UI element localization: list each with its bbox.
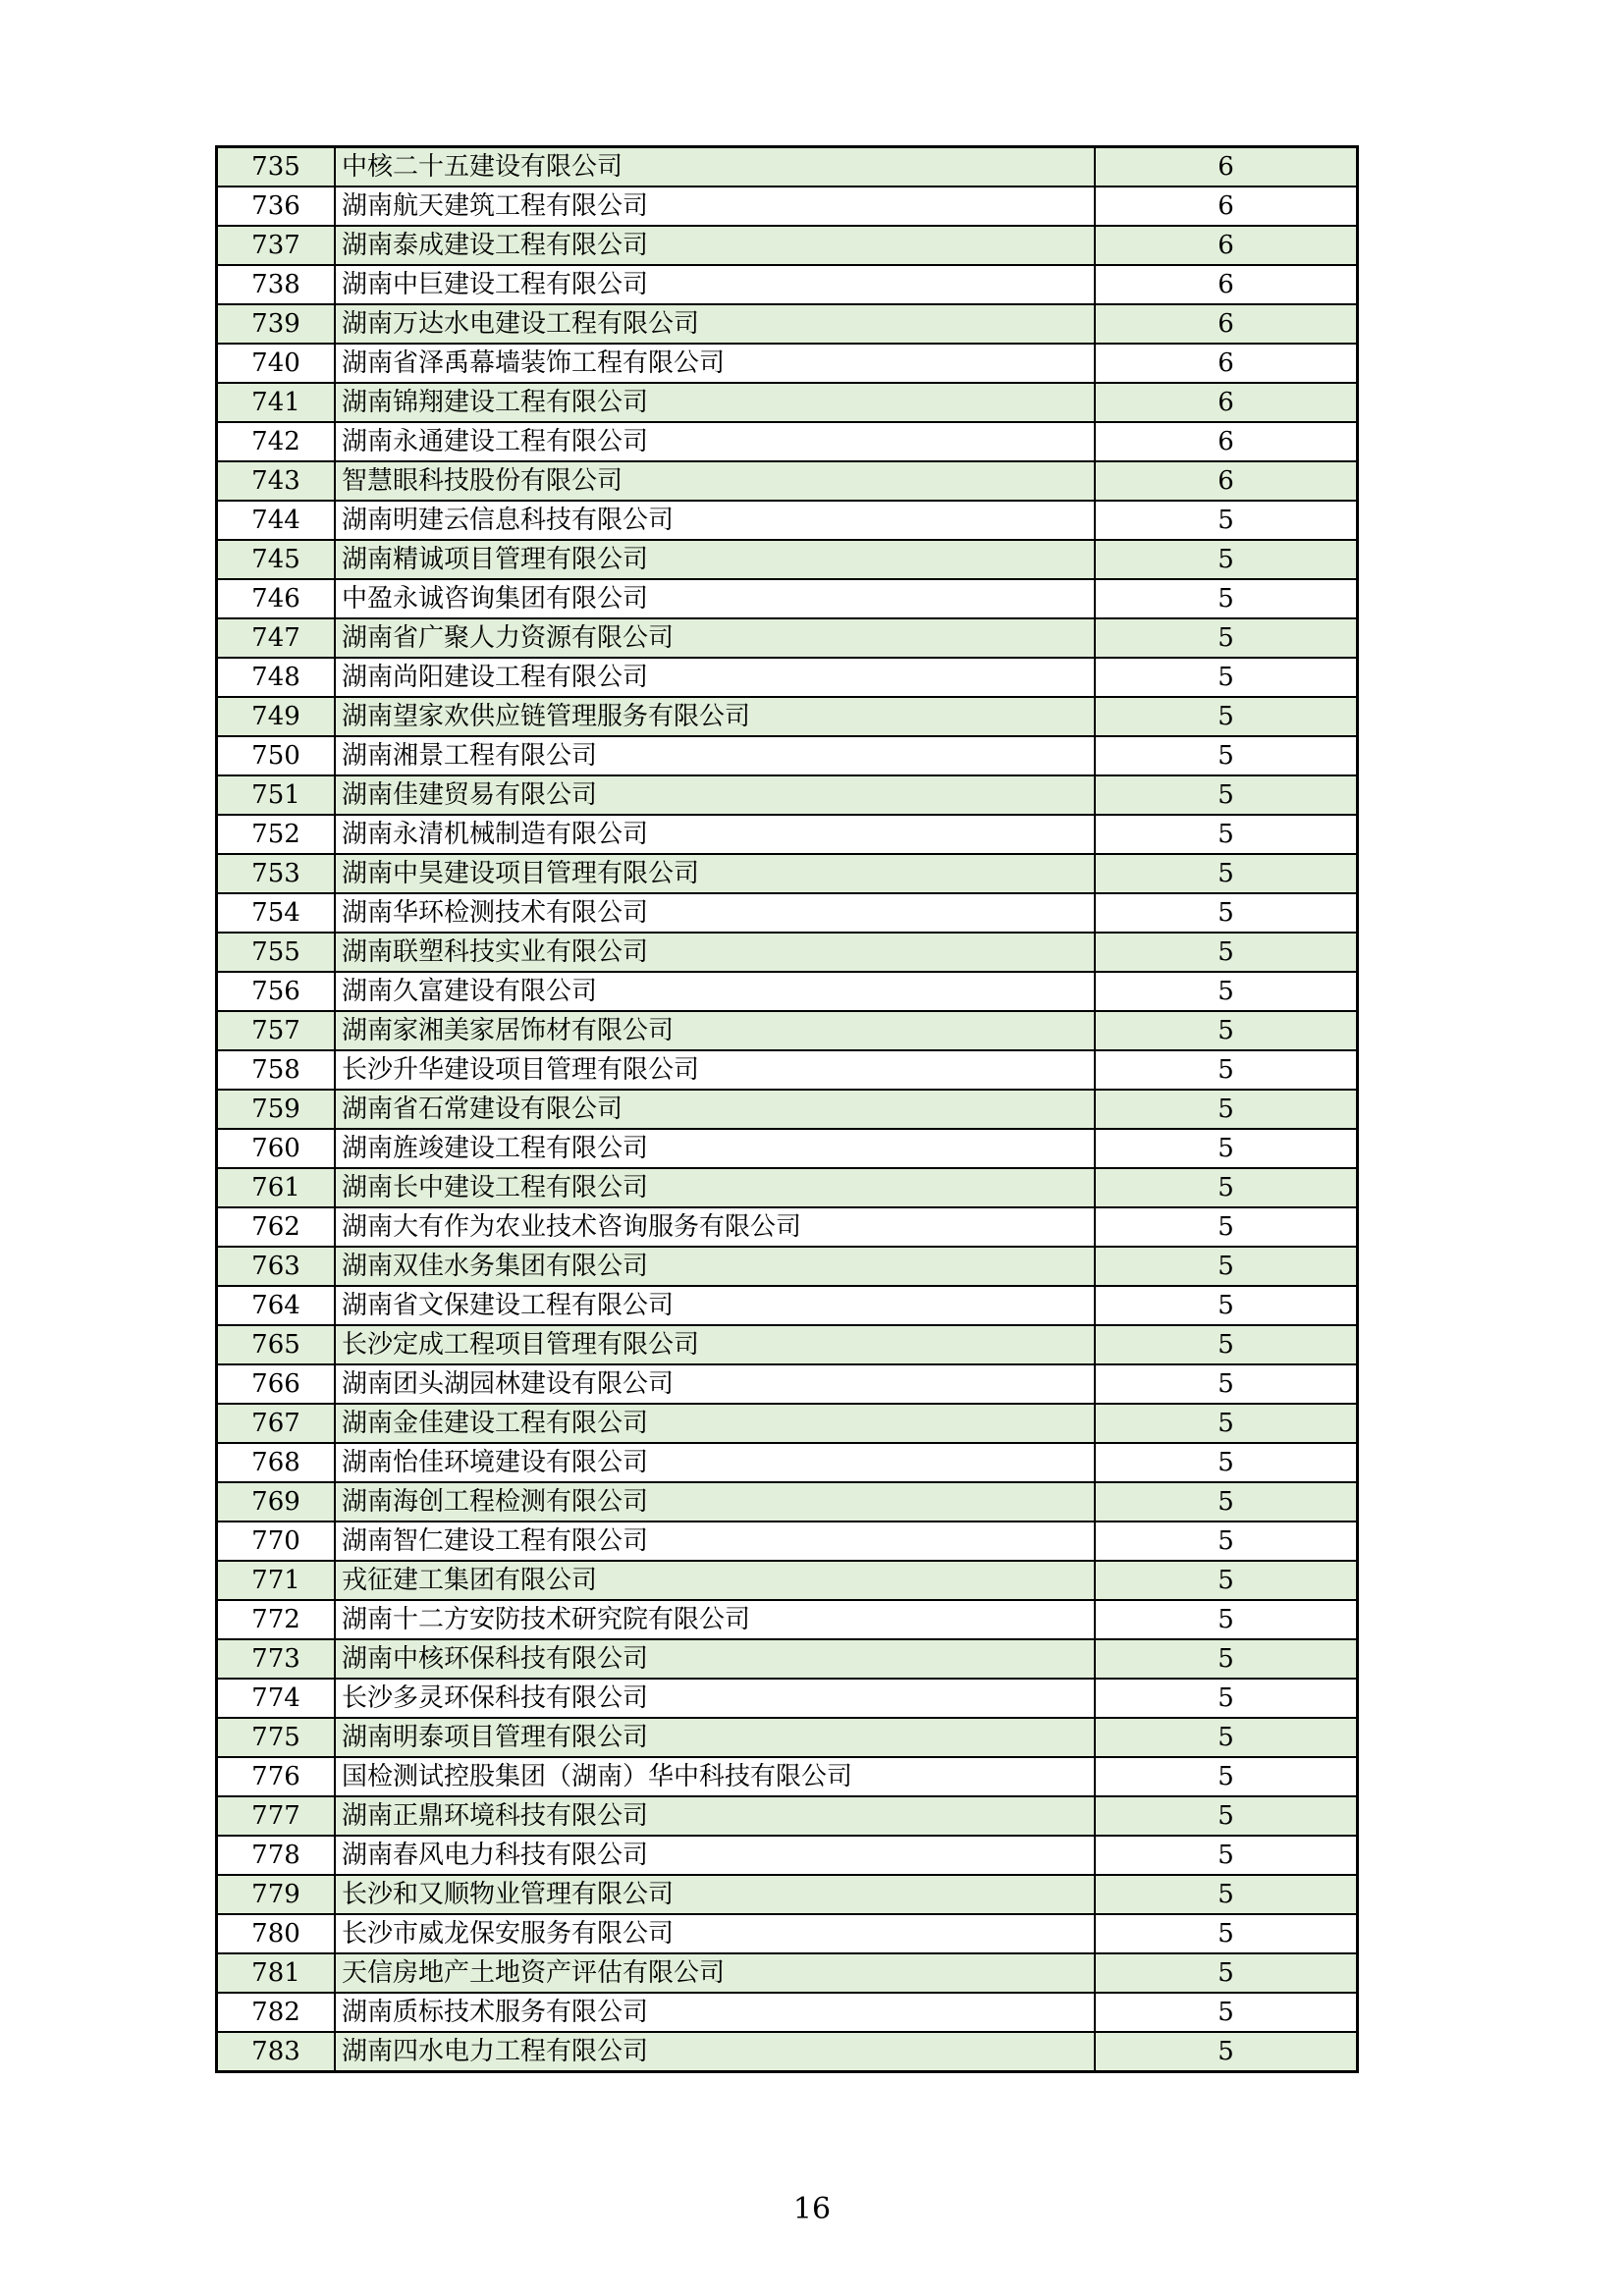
count-cell: 5 (1095, 1286, 1358, 1325)
count-cell: 5 (1095, 1639, 1358, 1679)
row-number-cell: 775 (217, 1718, 336, 1757)
count-cell: 5 (1095, 1561, 1358, 1600)
company-name-cell: 湖南家湘美家居饰材有限公司 (335, 1011, 1095, 1050)
company-name-cell: 湖南万达水电建设工程有限公司 (335, 304, 1095, 344)
count-cell: 5 (1095, 1522, 1358, 1561)
count-cell: 5 (1095, 972, 1358, 1011)
company-name-cell: 湖南金佳建设工程有限公司 (335, 1404, 1095, 1443)
company-name-cell: 中盈永诚咨询集团有限公司 (335, 579, 1095, 618)
table-row (217, 1718, 1358, 1757)
table-row (217, 540, 1358, 579)
row-number-cell: 744 (217, 501, 336, 540)
row-number-cell: 739 (217, 304, 336, 344)
company-name-cell: 湖南大有作为农业技术咨询服务有限公司 (335, 1207, 1095, 1247)
row-number-cell: 735 (217, 147, 336, 187)
row-number-cell: 740 (217, 344, 336, 383)
row-number-cell: 736 (217, 187, 336, 226)
count-cell: 5 (1095, 1875, 1358, 1914)
table-row (217, 383, 1358, 422)
company-name-cell: 湖南四水电力工程有限公司 (335, 2032, 1095, 2072)
company-name-cell: 中核二十五建设有限公司 (335, 147, 1095, 187)
count-cell: 5 (1095, 1443, 1358, 1482)
count-cell: 5 (1095, 1404, 1358, 1443)
row-number-cell: 772 (217, 1600, 336, 1639)
company-name-cell: 湖南联塑科技实业有限公司 (335, 933, 1095, 972)
company-name-cell: 长沙升华建设项目管理有限公司 (335, 1050, 1095, 1090)
company-name-cell: 湖南省文保建设工程有限公司 (335, 1286, 1095, 1325)
row-number-cell: 748 (217, 658, 336, 697)
table-row (217, 1600, 1358, 1639)
count-cell: 5 (1095, 1364, 1358, 1404)
table-row (217, 461, 1358, 501)
table-row (217, 304, 1358, 344)
table-row (217, 501, 1358, 540)
company-name-cell: 国检测试控股集团（湖南）华中科技有限公司 (335, 1757, 1095, 1796)
count-cell: 5 (1095, 697, 1358, 736)
row-number-cell: 781 (217, 1953, 336, 1993)
table-row (217, 1443, 1358, 1482)
count-cell: 5 (1095, 1482, 1358, 1522)
count-cell: 6 (1095, 344, 1358, 383)
company-name-cell: 湖南永清机械制造有限公司 (335, 815, 1095, 854)
table-row (217, 1325, 1358, 1364)
row-number-cell: 752 (217, 815, 336, 854)
table-row (217, 815, 1358, 854)
table-row (217, 893, 1358, 933)
row-number-cell: 764 (217, 1286, 336, 1325)
count-cell: 5 (1095, 1796, 1358, 1836)
table-row (217, 147, 1358, 187)
table-row (217, 2032, 1358, 2072)
count-cell: 5 (1095, 1679, 1358, 1718)
table-row (217, 972, 1358, 1011)
count-cell: 5 (1095, 736, 1358, 775)
company-name-cell: 戎征建工集团有限公司 (335, 1561, 1095, 1600)
table-row (217, 579, 1358, 618)
count-cell: 5 (1095, 2032, 1358, 2072)
row-number-cell: 741 (217, 383, 336, 422)
row-number-cell: 782 (217, 1993, 336, 2032)
table-row (217, 1953, 1358, 1993)
table-row (217, 187, 1358, 226)
count-cell: 5 (1095, 775, 1358, 815)
count-cell: 6 (1095, 304, 1358, 344)
row-number-cell: 763 (217, 1247, 336, 1286)
count-cell: 5 (1095, 501, 1358, 540)
company-name-cell: 湖南智仁建设工程有限公司 (335, 1522, 1095, 1561)
table-row (217, 1404, 1358, 1443)
count-cell: 5 (1095, 854, 1358, 893)
row-number-cell: 742 (217, 422, 336, 461)
company-name-cell: 湖南怡佳环境建设有限公司 (335, 1443, 1095, 1482)
count-cell: 6 (1095, 147, 1358, 187)
count-cell: 5 (1095, 579, 1358, 618)
company-name-cell: 湖南中昊建设项目管理有限公司 (335, 854, 1095, 893)
company-name-cell: 长沙市威龙保安服务有限公司 (335, 1914, 1095, 1953)
company-name-cell: 湖南尚阳建设工程有限公司 (335, 658, 1095, 697)
company-name-cell: 湖南团头湖园林建设有限公司 (335, 1364, 1095, 1404)
company-name-cell: 湖南久富建设有限公司 (335, 972, 1095, 1011)
row-number-cell: 770 (217, 1522, 336, 1561)
count-cell: 5 (1095, 1836, 1358, 1875)
table-row (217, 265, 1358, 304)
count-cell: 5 (1095, 540, 1358, 579)
row-number-cell: 765 (217, 1325, 336, 1364)
row-number-cell: 768 (217, 1443, 336, 1482)
company-name-cell: 湖南精诚项目管理有限公司 (335, 540, 1095, 579)
row-number-cell: 777 (217, 1796, 336, 1836)
table-row (217, 1561, 1358, 1600)
row-number-cell: 769 (217, 1482, 336, 1522)
count-cell: 5 (1095, 1168, 1358, 1207)
row-number-cell: 737 (217, 226, 336, 265)
count-cell: 5 (1095, 1050, 1358, 1090)
row-number-cell: 747 (217, 618, 336, 658)
company-name-cell: 湖南十二方安防技术研究院有限公司 (335, 1600, 1095, 1639)
count-cell: 5 (1095, 1757, 1358, 1796)
count-cell: 5 (1095, 1914, 1358, 1953)
count-cell: 5 (1095, 1600, 1358, 1639)
count-cell: 5 (1095, 815, 1358, 854)
company-name-cell: 湖南长中建设工程有限公司 (335, 1168, 1095, 1207)
table-row (217, 1207, 1358, 1247)
company-name-cell: 智慧眼科技股份有限公司 (335, 461, 1095, 501)
row-number-cell: 780 (217, 1914, 336, 1953)
count-cell: 5 (1095, 658, 1358, 697)
table-row (217, 1050, 1358, 1090)
company-name-cell: 湖南省石常建设有限公司 (335, 1090, 1095, 1129)
company-name-cell: 湖南双佳水务集团有限公司 (335, 1247, 1095, 1286)
table-row (217, 1168, 1358, 1207)
table-row (217, 1836, 1358, 1875)
table-row (217, 854, 1358, 893)
row-number-cell: 773 (217, 1639, 336, 1679)
company-name-cell: 湖南锦翔建设工程有限公司 (335, 383, 1095, 422)
company-name-cell: 湖南明泰项目管理有限公司 (335, 1718, 1095, 1757)
row-number-cell: 779 (217, 1875, 336, 1914)
table-row (217, 1796, 1358, 1836)
table-row (217, 1129, 1358, 1168)
row-number-cell: 750 (217, 736, 336, 775)
row-number-cell: 751 (217, 775, 336, 815)
count-cell: 5 (1095, 893, 1358, 933)
table-row (217, 1993, 1358, 2032)
count-cell: 6 (1095, 265, 1358, 304)
count-cell: 5 (1095, 1129, 1358, 1168)
company-name-cell: 湖南中核环保科技有限公司 (335, 1639, 1095, 1679)
count-cell: 6 (1095, 187, 1358, 226)
row-number-cell: 738 (217, 265, 336, 304)
table-row (217, 618, 1358, 658)
table-row (217, 1090, 1358, 1129)
company-name-cell: 天信房地产土地资产评估有限公司 (335, 1953, 1095, 1993)
row-number-cell: 743 (217, 461, 336, 501)
company-name-cell: 长沙多灵环保科技有限公司 (335, 1679, 1095, 1718)
company-name-cell: 湖南航天建筑工程有限公司 (335, 187, 1095, 226)
table-row (217, 1286, 1358, 1325)
count-cell: 6 (1095, 461, 1358, 501)
row-number-cell: 749 (217, 697, 336, 736)
company-name-cell: 湖南明建云信息科技有限公司 (335, 501, 1095, 540)
company-name-cell: 湖南泰成建设工程有限公司 (335, 226, 1095, 265)
row-number-cell: 753 (217, 854, 336, 893)
count-cell: 5 (1095, 1090, 1358, 1129)
company-name-cell: 湖南旌竣建设工程有限公司 (335, 1129, 1095, 1168)
ranking-table-container (215, 145, 1359, 2073)
row-number-cell: 774 (217, 1679, 336, 1718)
company-name-cell: 湖南佳建贸易有限公司 (335, 775, 1095, 815)
count-cell: 6 (1095, 226, 1358, 265)
table-row (217, 1679, 1358, 1718)
row-number-cell: 760 (217, 1129, 336, 1168)
row-number-cell: 756 (217, 972, 336, 1011)
row-number-cell: 766 (217, 1364, 336, 1404)
row-number-cell: 754 (217, 893, 336, 933)
count-cell: 5 (1095, 933, 1358, 972)
company-name-cell: 湖南正鼎环境科技有限公司 (335, 1796, 1095, 1836)
company-name-cell: 长沙定成工程项目管理有限公司 (335, 1325, 1095, 1364)
row-number-cell: 762 (217, 1207, 336, 1247)
row-number-cell: 771 (217, 1561, 336, 1600)
row-number-cell: 783 (217, 2032, 336, 2072)
table-body (217, 147, 1358, 2072)
count-cell: 5 (1095, 1207, 1358, 1247)
company-name-cell: 湖南春风电力科技有限公司 (335, 1836, 1095, 1875)
table-row (217, 344, 1358, 383)
table-row (217, 697, 1358, 736)
row-number-cell: 758 (217, 1050, 336, 1090)
count-cell: 6 (1095, 383, 1358, 422)
count-cell: 5 (1095, 618, 1358, 658)
table-row (217, 658, 1358, 697)
count-cell: 5 (1095, 1011, 1358, 1050)
company-name-cell: 湖南湘景工程有限公司 (335, 736, 1095, 775)
table-row (217, 1875, 1358, 1914)
table-row (217, 933, 1358, 972)
row-number-cell: 761 (217, 1168, 336, 1207)
company-name-cell: 湖南质标技术服务有限公司 (335, 1993, 1095, 2032)
row-number-cell: 778 (217, 1836, 336, 1875)
table-row (217, 1247, 1358, 1286)
company-name-cell: 湖南永通建设工程有限公司 (335, 422, 1095, 461)
company-name-cell: 湖南中巨建设工程有限公司 (335, 265, 1095, 304)
page-number: 16 (792, 2192, 832, 2226)
count-cell: 5 (1095, 1718, 1358, 1757)
ranking-table (215, 145, 1359, 2073)
table-row (217, 226, 1358, 265)
count-cell: 6 (1095, 422, 1358, 461)
row-number-cell: 745 (217, 540, 336, 579)
count-cell: 5 (1095, 1953, 1358, 1993)
company-name-cell: 湖南海创工程检测有限公司 (335, 1482, 1095, 1522)
count-cell: 5 (1095, 1993, 1358, 2032)
table-row (217, 1639, 1358, 1679)
company-name-cell: 湖南省广聚人力资源有限公司 (335, 618, 1095, 658)
row-number-cell: 776 (217, 1757, 336, 1796)
row-number-cell: 746 (217, 579, 336, 618)
row-number-cell: 757 (217, 1011, 336, 1050)
table-row (217, 422, 1358, 461)
table-row (217, 736, 1358, 775)
count-cell: 5 (1095, 1247, 1358, 1286)
table-row (217, 1482, 1358, 1522)
row-number-cell: 767 (217, 1404, 336, 1443)
company-name-cell: 湖南省泽禹幕墙装饰工程有限公司 (335, 344, 1095, 383)
row-number-cell: 759 (217, 1090, 336, 1129)
table-row (217, 1522, 1358, 1561)
company-name-cell: 湖南望家欢供应链管理服务有限公司 (335, 697, 1095, 736)
table-row (217, 775, 1358, 815)
table-row (217, 1914, 1358, 1953)
table-row (217, 1364, 1358, 1404)
table-row (217, 1011, 1358, 1050)
company-name-cell: 湖南华环检测技术有限公司 (335, 893, 1095, 933)
table-row (217, 1757, 1358, 1796)
company-name-cell: 长沙和又顺物业管理有限公司 (335, 1875, 1095, 1914)
row-number-cell: 755 (217, 933, 336, 972)
count-cell: 5 (1095, 1325, 1358, 1364)
